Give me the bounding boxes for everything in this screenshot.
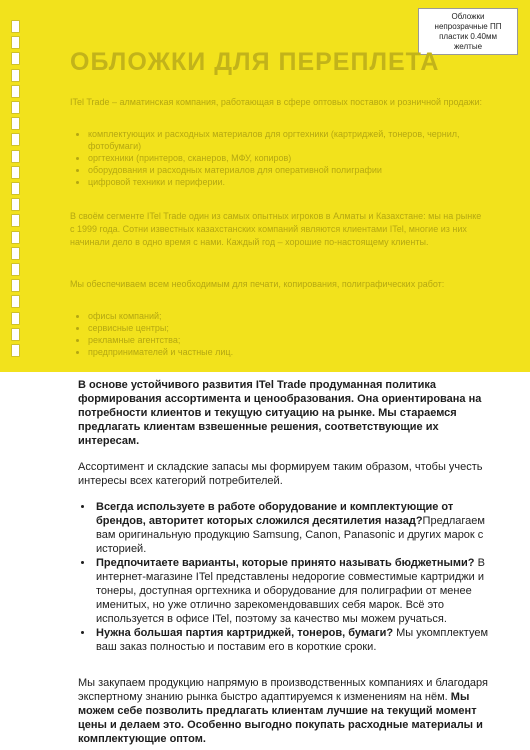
offer-item-bulk xyxy=(94,626,498,654)
binding-hole xyxy=(11,312,20,325)
offer-list xyxy=(78,500,498,654)
ghost-list-2-item: • офисы компаний; xyxy=(88,310,485,322)
ghost-paragraph-3: Мы обеспечиваем всем необходимым для печати, копирования, полиграфических работ: xyxy=(70,279,445,289)
yellow-cover-sheet xyxy=(0,0,530,372)
ghost-list-1-item: • оргтехники (принтеров, сканеров, МФУ, копиров) xyxy=(88,152,485,164)
label-line-3: пластик 0.40мм xyxy=(439,32,497,41)
binding-hole xyxy=(11,198,20,211)
binding-hole xyxy=(11,133,20,146)
binding-hole xyxy=(11,166,20,179)
binding-hole xyxy=(11,231,20,244)
binding-hole xyxy=(11,52,20,65)
binding-hole xyxy=(11,263,20,276)
binding-hole xyxy=(11,344,20,357)
offer-item-bold: Всегда используете в работе оборудование и комплектующие от брендов, авторитет которых сложился десятилетия назад? xyxy=(96,501,454,527)
binding-hole xyxy=(11,101,20,114)
offer-item-text: В интернет-магазине ITel представлены недорогие совместимые картриджи и тонеры, доступная оргтехника и оборудование для полиграфии от менее именитых, но уже отлично зарекомендовавших себя марок. Всё это используется в офисе ITel, поэтому за качество мы можем ручаться. xyxy=(96,557,485,625)
binding-hole xyxy=(11,150,20,163)
binding-hole xyxy=(11,214,20,227)
label-line-2: непрозрачные ПП xyxy=(434,22,502,31)
offer-item-budget xyxy=(94,556,498,626)
ghost-list-2-item: • рекламные агентства; xyxy=(88,334,485,346)
offer-item-text: Мы укомплектуем ваш заказ полностью и поставим его в короткие сроки. xyxy=(96,627,489,653)
purchasing-text: Мы закупаем продукцию напрямую в производственных компаниях и благодаря экспертному знанию рынка быстро адаптируемся к изменениям на нём. xyxy=(78,677,488,703)
ghost-list-1-item: • комплектующих и расходных материалов для оргтехники (картриджей, тонеров, чернил, фотобумаги) xyxy=(88,128,485,152)
ghost-list-2-item: • предпринимателей и частные лиц. xyxy=(88,346,485,358)
binding-holes xyxy=(11,20,21,360)
ghost-list-2 xyxy=(70,310,485,358)
label-line-4: желтые xyxy=(453,42,483,51)
document-body xyxy=(78,378,498,746)
ghost-list-1 xyxy=(70,128,485,188)
offer-item-bold: Предпочитаете варианты, которые принято называть бюджетными? xyxy=(96,557,475,569)
binding-hole xyxy=(11,117,20,130)
assortment-paragraph: Ассортимент и складские запасы мы формируем таким образом, чтобы учесть интересы всех категорий потребителей. xyxy=(78,461,483,487)
offer-item-text: Предлагаем вам оригинальную продукцию Samsung, Canon, Panasonic и других марок с историей. xyxy=(96,515,485,555)
ghost-paragraph-2: В своём сегменте ITel Trade один из самых опытных игроков в Алматы и Казахстане: мы на рынке с 1999 года. Сотни известных казахстанских компаний являются клиентами ITel, многие из них начинали дело в одно время с нами. Каждый год – хорошие по-настоящему клиенты. xyxy=(70,211,482,247)
binding-hole xyxy=(11,69,20,82)
offer-item-bold: Нужна большая партия картриджей, тонеров, бумаги? xyxy=(96,627,394,639)
label-line-1: Обложки xyxy=(451,12,485,21)
purchasing-bold-text: Мы можем себе позволить предлагать клиентам лучшие на текущий момент цены и делаем это. Особенно выгодно покупать расходные материалы и комплектующие оптом. xyxy=(78,691,483,745)
binding-hole xyxy=(11,295,20,308)
ghost-list-1-item: • оборудования и расходных материалов для оперативной полиграфии xyxy=(88,164,485,176)
intro-paragraph: В основе устойчивого развития ITel Trade продуманная политика формирования ассортимента и ценообразования. Она ориентирована на потребности клиентов и текущую ситуацию на рынке. Мы стараемся предлагать клиентам взвешенные решения, соответствующие их интересам. xyxy=(78,379,482,447)
binding-hole xyxy=(11,279,20,292)
binding-hole xyxy=(11,328,20,341)
binding-hole xyxy=(11,36,20,49)
ghost-list-1-item: • цифровой техники и периферии. xyxy=(88,176,485,188)
binding-hole xyxy=(11,20,20,33)
ghost-list-2-item: • сервисные центры; xyxy=(88,322,485,334)
offer-item-brands xyxy=(94,500,498,556)
binding-hole xyxy=(11,182,20,195)
binding-hole xyxy=(11,247,20,260)
ghost-title: ОБЛОЖКИ ДЛЯ ПЕРЕПЛЕТА xyxy=(70,48,440,76)
binding-hole xyxy=(11,85,20,98)
ghost-intro: ITel Trade – алматинская компания, работающая в сфере оптовых поставок и розничной продажи: xyxy=(70,97,483,107)
purchasing-paragraph xyxy=(78,676,498,746)
